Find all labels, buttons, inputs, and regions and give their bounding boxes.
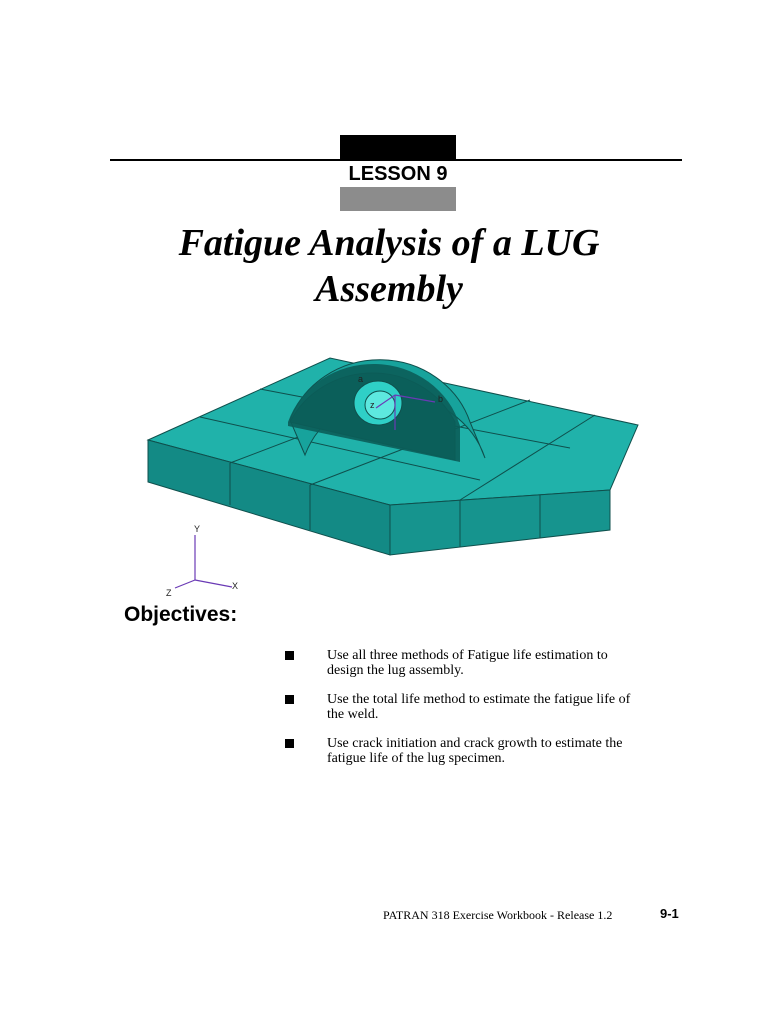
bullet-icon [285, 651, 294, 660]
objective-item [285, 736, 685, 766]
lesson-label: LESSON 9 [348, 163, 448, 185]
model-label-z: z [370, 400, 375, 410]
objective-item [285, 692, 685, 722]
footer-workbook-title: PATRAN 318 Exercise Workbook - Release 1.2 [383, 908, 613, 922]
model-label-a: a [358, 374, 364, 384]
axis-x-label: X [232, 581, 239, 591]
objective-item-line-1: Use all three methods of Fatigue life estimation to [327, 648, 608, 663]
objective-item-line-2: the weld. [327, 707, 379, 722]
title-line-2: Assembly [315, 268, 463, 310]
title-line-1: Fatigue Analysis of a LUG [178, 222, 600, 264]
header-rule [110, 159, 682, 161]
objectives-heading: Objectives: [124, 603, 238, 626]
objective-item-line-1: Use crack initiation and crack growth to estimate the [327, 736, 623, 751]
page-title [100, 220, 678, 312]
bullet-icon [285, 739, 294, 748]
lesson-header-gray-bar [340, 187, 456, 211]
objective-item [285, 648, 685, 678]
model-label-b: b [438, 394, 444, 404]
lug-assembly-figure [140, 330, 640, 610]
objectives-list [285, 648, 685, 780]
lesson-header-black-bar [340, 135, 456, 160]
objective-item-line-2: fatigue life of the lug specimen. [327, 751, 506, 766]
axis-y-label: Y [194, 524, 201, 534]
axis-z-label: Z [166, 588, 172, 598]
coordinate-triad [166, 524, 238, 598]
footer-page-number: 9-1 [660, 906, 679, 921]
bullet-icon [285, 695, 294, 704]
objective-item-line-2: design the lug assembly. [327, 663, 464, 678]
objective-item-line-1: Use the total life method to estimate the fatigue life of [327, 692, 631, 707]
